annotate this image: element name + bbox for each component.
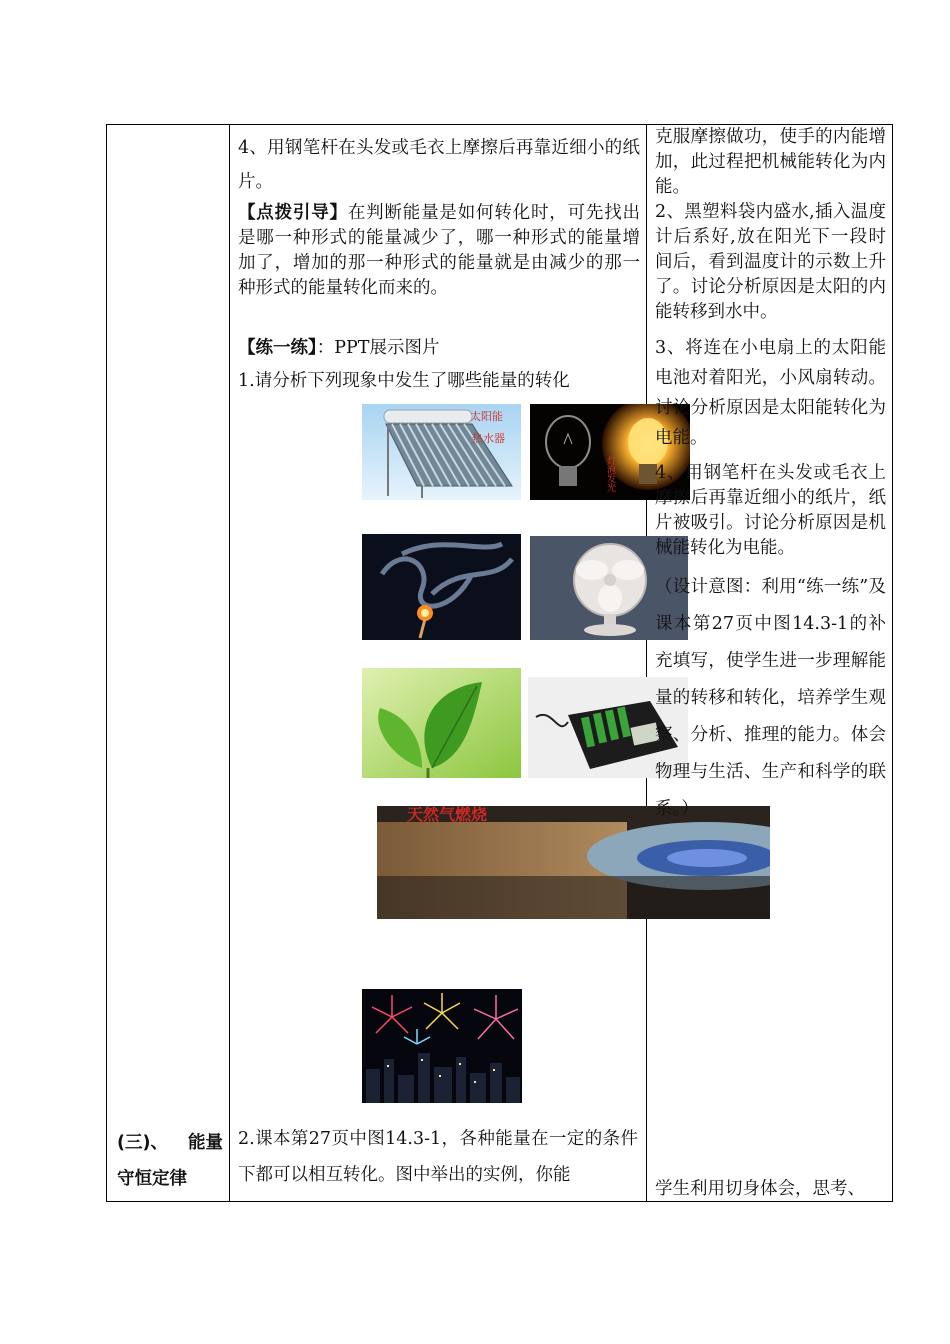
practice-title: 【练一练】 xyxy=(238,338,317,358)
hint-text: 在判断能量是如何转化时，可先找出是哪一种形式的能量减少了，哪一种形式的能量增加了，增加的那一种形式的能量就是由减少的那一种形式的能量转化而来的。 xyxy=(238,203,641,298)
student-p2: 2、黑塑料袋内盛水,插入温度计后系好,放在阳光下一段时间后，看到温度计的示数上升了。讨论分析原因是太阳的内能转移到水中。 xyxy=(655,202,886,322)
section-label-word: 能量 xyxy=(188,1133,223,1153)
question-1: 1.请分析下列现象中发生了哪些能量的转化 xyxy=(238,371,570,391)
match-smoke-image xyxy=(362,534,521,640)
section-column xyxy=(107,125,230,1202)
student-p1: 克服摩擦做功，使手的内能增加，此过程把机械能转化为内能。 xyxy=(655,127,886,197)
fireworks-image xyxy=(362,989,522,1103)
solar-heater-image xyxy=(362,404,521,500)
solar-heater-label-2: 热水器 xyxy=(472,432,505,445)
item4-text: 4、用钢笔杆在头发或毛衣上摩擦后再靠近细小的纸片。 xyxy=(238,138,640,192)
hint-paragraph xyxy=(238,201,640,301)
question-2: 2.课本第27页中图14.3-1，各种能量在一定的条件下都可以相互转化。图中举出的实例，你能 xyxy=(238,1129,638,1185)
section-label-rest: 守恒定律 xyxy=(117,1169,187,1189)
lesson-table xyxy=(106,124,893,1202)
solar-heater-label-1: 太阳能 xyxy=(470,410,503,423)
hint-title: 【点拨引导】 xyxy=(238,203,348,223)
student-p4: 4、用钢笔杆在头发或毛衣上摩擦后再靠近细小的纸片，纸片被吸引。讨论分析原因是机械能转化为电能。 xyxy=(655,463,886,558)
green-leaf-image xyxy=(362,668,521,778)
activity-column xyxy=(230,125,647,1202)
gas-banner-label: 天然气燃烧 xyxy=(407,806,488,824)
practice-suffix: ：PPT展示图片 xyxy=(316,338,440,358)
bulb-label: 灯泡发光 xyxy=(605,456,615,492)
section-label xyxy=(117,1125,223,1197)
student-p3: 3、将连在小电扇上的太阳能电池对着阳光，小风扇转动。讨论分析原因是太阳能转化为电能。 xyxy=(655,338,886,448)
student-bottom-text: 学生利用切身体会，思考、 xyxy=(655,1179,865,1199)
design-intent: （设计意图：利用“练一练”及课本第27页中图14.3-1的补充填写，使学生进一步理解能量的转移和转化，培养学生观察、分析、推理的能力。体会物理与生活、生产和科学的联系。） xyxy=(655,577,886,819)
section-label-number: (三)、 xyxy=(117,1133,168,1153)
student-column xyxy=(647,125,893,1202)
practice-heading xyxy=(238,333,640,363)
